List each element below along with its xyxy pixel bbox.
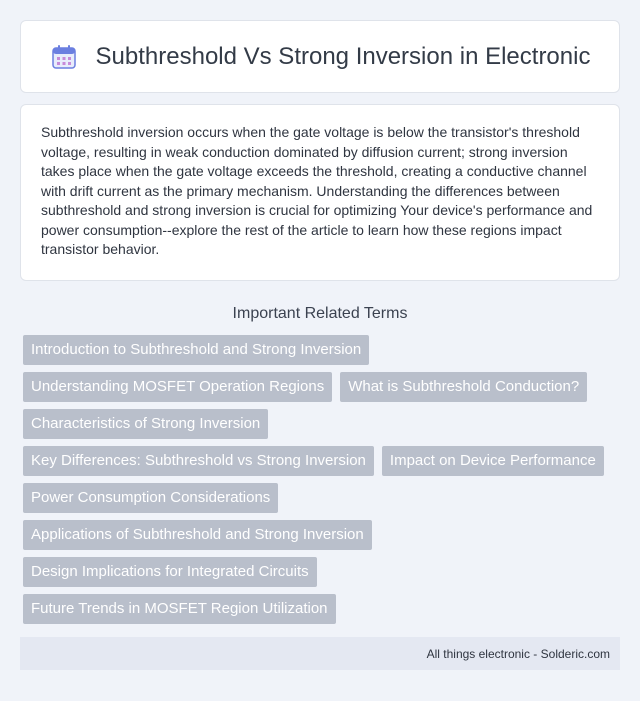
related-terms-list (20, 335, 620, 624)
footer (20, 637, 620, 670)
term-tag[interactable]: Power Consumption Considerations (23, 483, 278, 513)
summary-text: Subthreshold inversion occurs when the gate voltage is below the transistor's threshold voltage, resulting in weak conduction dominated by diffusion current; strong inversion takes place when the gate voltage exceeds the threshold, creating a conductive channel with drift current as the primary mechanism. Understanding the differences between subthreshold and strong inversion is crucial for optimizing Your device's performance and power consumption--explore the rest of the article to learn how these regions impact transistor behavior. (41, 124, 593, 257)
term-tag[interactable]: Introduction to Subthreshold and Strong Inversion (23, 335, 369, 365)
term-tag[interactable]: What is Subthreshold Conduction? (340, 372, 587, 402)
term-tag[interactable]: Impact on Device Performance (382, 446, 604, 476)
calendar-icon (50, 43, 78, 71)
related-terms-heading: Important Related Terms (232, 305, 408, 322)
term-tag[interactable]: Understanding MOSFET Operation Regions (23, 372, 332, 402)
term-tag[interactable]: Design Implications for Integrated Circuits (23, 557, 317, 587)
term-tag[interactable]: Key Differences: Subthreshold vs Strong Inversion (23, 446, 374, 476)
page-title: Subthreshold Vs Strong Inversion in Electronic (95, 42, 591, 70)
term-tag[interactable]: Applications of Subthreshold and Strong Inversion (23, 520, 372, 550)
footer-text[interactable]: All things electronic - Solderic.com (426, 646, 610, 661)
term-tag[interactable]: Future Trends in MOSFET Region Utilization (23, 594, 336, 624)
title-card (20, 20, 620, 93)
summary-card (20, 104, 620, 281)
term-tag[interactable]: Characteristics of Strong Inversion (23, 409, 268, 439)
